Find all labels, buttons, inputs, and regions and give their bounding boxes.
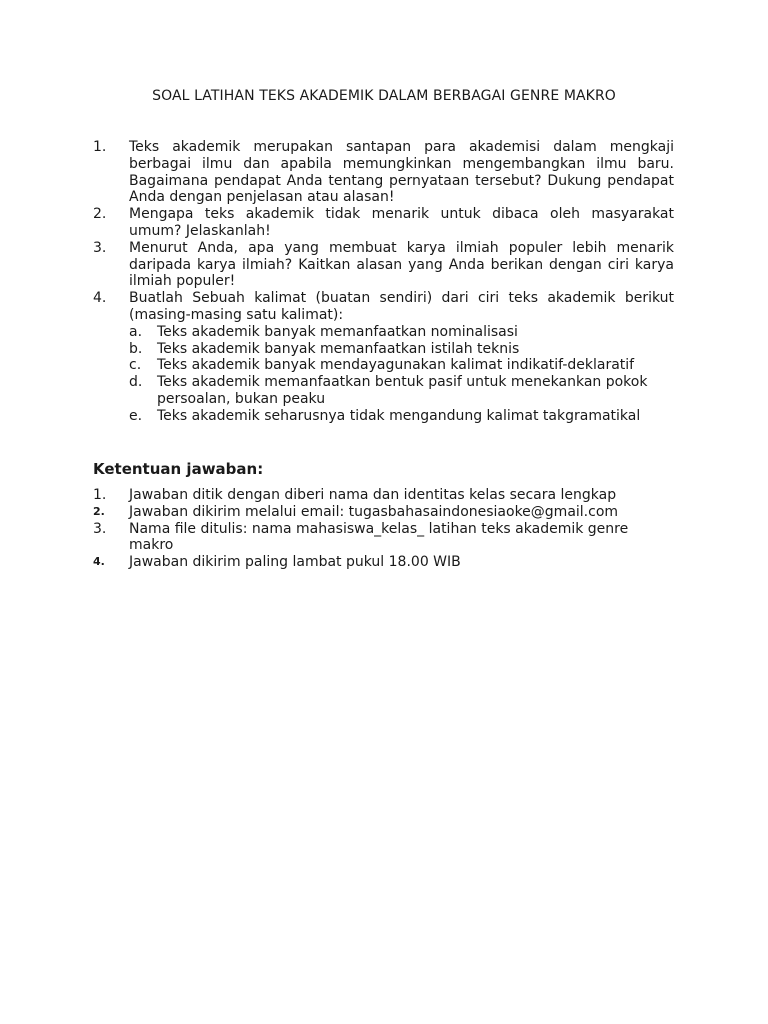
sub-question-text: Teks akademik banyak mendayagunakan kalimat indikatif-deklaratif xyxy=(157,357,635,374)
sub-question-item-b xyxy=(129,341,674,358)
ketentuan-text: Jawaban dikirim paling lambat pukul 18.00 WIB xyxy=(129,554,461,571)
question-list xyxy=(93,139,674,425)
ketentuan-list xyxy=(93,487,674,571)
ketentuan-text: Jawaban ditik dengan diberi nama dan identitas kelas secara lengkap xyxy=(129,487,617,503)
question-text: Teks akademik merupakan santapan para akademisi dalam mengkaji berbagai ilmu dan apabila memungkinkan mengembangkan ilmu baru. Bagaimana pendapat Anda tentang pernyataan tersebut? Dukung pendapat Anda dengan penjelasan atau alasan! xyxy=(129,139,674,206)
sub-question-letter: c. xyxy=(129,357,142,374)
ketentuan-item-2 xyxy=(93,504,674,521)
question-number: 4. xyxy=(93,290,107,307)
question-item-2 xyxy=(93,206,674,240)
ketentuan-number: 2. xyxy=(93,504,105,518)
question-number: 2. xyxy=(93,206,107,223)
question-number: 3. xyxy=(93,239,107,256)
question-number: 1. xyxy=(93,139,107,155)
sub-question-letter: a. xyxy=(129,323,143,340)
sub-question-text: Teks akademik seharusnya tidak mengandung kalimat takgramatikal xyxy=(157,407,641,424)
question-text: Menurut Anda, apa yang membuat karya ilmiah populer lebih menarik daripada karya ilmiah? Kaitkan alasan yang Anda berikan dengan ciri karya ilmiah populer! xyxy=(129,239,674,290)
document-title: SOAL LATIHAN TEKS AKADEMIK DALAM BERBAGAI GENRE MAKRO xyxy=(152,88,616,104)
question-text: Buatlah Sebuah kalimat (buatan sendiri) dari ciri teks akademik berikut (masing-masing satu kalimat): xyxy=(129,290,674,323)
sub-question-text: Teks akademik banyak memanfaatkan nominalisasi xyxy=(157,323,518,340)
question-item-1 xyxy=(93,139,674,206)
sub-question-letter: b. xyxy=(129,340,143,357)
ketentuan-heading: Ketentuan jawaban: xyxy=(93,460,264,478)
ketentuan-item-3 xyxy=(93,521,674,555)
sub-question-item-c xyxy=(129,357,674,374)
sub-question-text: Teks akademik banyak memanfaatkan istilah teknis xyxy=(157,340,520,357)
sub-question-item-a xyxy=(129,324,674,341)
ketentuan-item-4 xyxy=(93,554,674,571)
question-item-3 xyxy=(93,240,674,290)
sub-question-item-d xyxy=(129,374,674,408)
ketentuan-number: 3. xyxy=(93,520,107,537)
sub-question-text: Teks akademik memanfaatkan bentuk pasif untuk menekankan pokok persoalan, bukan peaku xyxy=(157,374,648,407)
ketentuan-item-1 xyxy=(93,487,674,504)
ketentuan-number: 1. xyxy=(93,487,107,503)
question-text: Mengapa teks akademik tidak menarik untuk dibaca oleh masyarakat umum? Jelaskanlah! xyxy=(129,206,674,239)
ketentuan-number: 4. xyxy=(93,555,105,569)
sub-question-letter: d. xyxy=(129,374,143,391)
sub-question-letter: e. xyxy=(129,407,143,424)
sub-question-item-e xyxy=(129,408,674,425)
question-item-4 xyxy=(93,290,674,424)
ketentuan-text: Jawaban dikirim melalui email: tugasbahasaindonesiaoke@gmail.com xyxy=(129,503,619,520)
ketentuan-text: Nama file ditulis: nama mahasiswa_kelas_ latihan teks akademik genre makro xyxy=(129,520,629,554)
sub-question-list xyxy=(129,324,674,425)
